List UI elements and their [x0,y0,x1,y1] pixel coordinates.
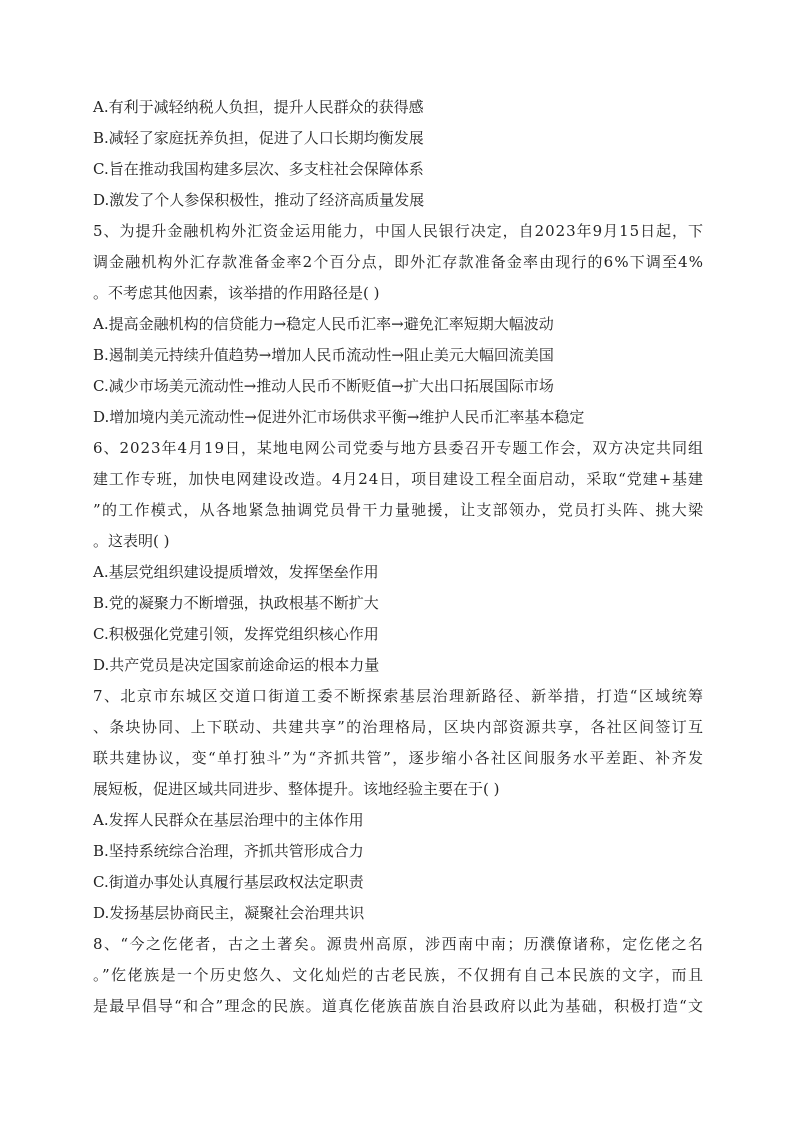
q7-option-c: C.街道办事处认真履行基层政权法定职责 [93,873,364,891]
q4-option-c: C.旨在推动我国构建多层次、多支柱社会保障体系 [93,160,424,178]
q7-option-a: A.发挥人民群众在基层治理中的主体作用 [93,811,364,829]
q5-stem-line: 调金融机构外汇存款准备金率2个百分点，即外汇存款准备金率由现行的6%下调至4% [93,253,705,271]
q8-stem-line: 。”仡佬族是一个历史悠久、文化灿烂的古老民族，不仅拥有自己本民族的文字，而且 [93,966,705,984]
q6-option-a: A.基层党组织建设提质增效，发挥堡垒作用 [93,563,379,581]
q4-option-a: A.有利于减轻纳税人负担，提升人民群众的获得感 [93,98,424,116]
q6-stem-line: 建工作专班，加快电网建设改造。4月24日，项目建设工程全面启动，采取“党建+基建 [93,470,704,488]
q5-option-c: C.减少市场美元流动性→推动人民币不断贬值→扩大出口拓展国际市场 [93,377,554,395]
q6-stem-line: 6、2023年4月19日，某地电网公司党委与地方县委召开专题工作会，双方决定共同组 [93,439,704,457]
q7-option-d: D.发扬基层协商民主，凝聚社会治理共识 [93,904,365,922]
q7-stem-line: 、条块协同、上下联动、共建共享”的治理格局，区块内部资源共享，各社区间签订互 [93,718,705,736]
q5-option-b: B.遏制美元持续升值趋势→增加人民币流动性→阻止美元大幅回流美国 [93,346,554,364]
q5-option-d: D.增加境内美元流动性→促进外汇市场供求平衡→维护人民币汇率基本稳定 [93,408,585,426]
q4-option-d: D.激发了个人参保积极性，推动了经济高质量发展 [93,191,425,209]
q7-option-b: B.坚持系统综合治理，齐抓共管形成合力 [93,842,364,860]
q6-option-b: B.党的凝聚力不断增强，执政根基不断扩大 [93,594,379,612]
q7-stem-line: 展短板，促进区域共同进步、整体提升。该地经验主要在于( ) [93,780,500,798]
q6-option-c: C.积极强化党建引领，发挥党组织核心作用 [93,625,379,643]
q6-stem-line: ”的工作模式，从各地紧急抽调党员骨干力量驰援，让支部领办，党员打头阵、挑大梁 [93,501,705,519]
q7-stem-line: 7、北京市东城区交道口街道工委不断探索基层治理新路径、新举措，打造“区域统筹 [93,687,705,705]
q5-stem-line: 5、为提升金融机构外汇资金运用能力，中国人民银行决定，自2023年9月15日起，下 [93,222,704,240]
q5-stem-line: 。不考虑其他因素，该举措的作用路径是( ) [93,284,380,302]
q8-stem-line: 8、“今之仡佬者，古之土著矣。源贵州高原，涉西南中南；历濮僚诸称，定仡佬之名 [93,935,705,953]
q8-stem-line: 是最早倡导“和合”理念的民族。道真仡佬族苗族自治县政府以此为基础，积极打造“文 [93,997,705,1015]
q5-option-a: A.提高金融机构的信贷能力→稳定人民币汇率→避免汇率短期大幅波动 [93,315,554,333]
q4-option-b: B.减轻了家庭抚养负担，促进了人口长期均衡发展 [93,129,424,147]
q6-stem-line: 。这表明( ) [93,532,170,550]
q6-option-d: D.共产党员是决定国家前途命运的根本力量 [93,656,380,674]
q7-stem-line: 联共建协议，变“单打独斗”为“齐抓共管”，逐步缩小各社区间服务水平差距、补齐发 [93,749,705,767]
